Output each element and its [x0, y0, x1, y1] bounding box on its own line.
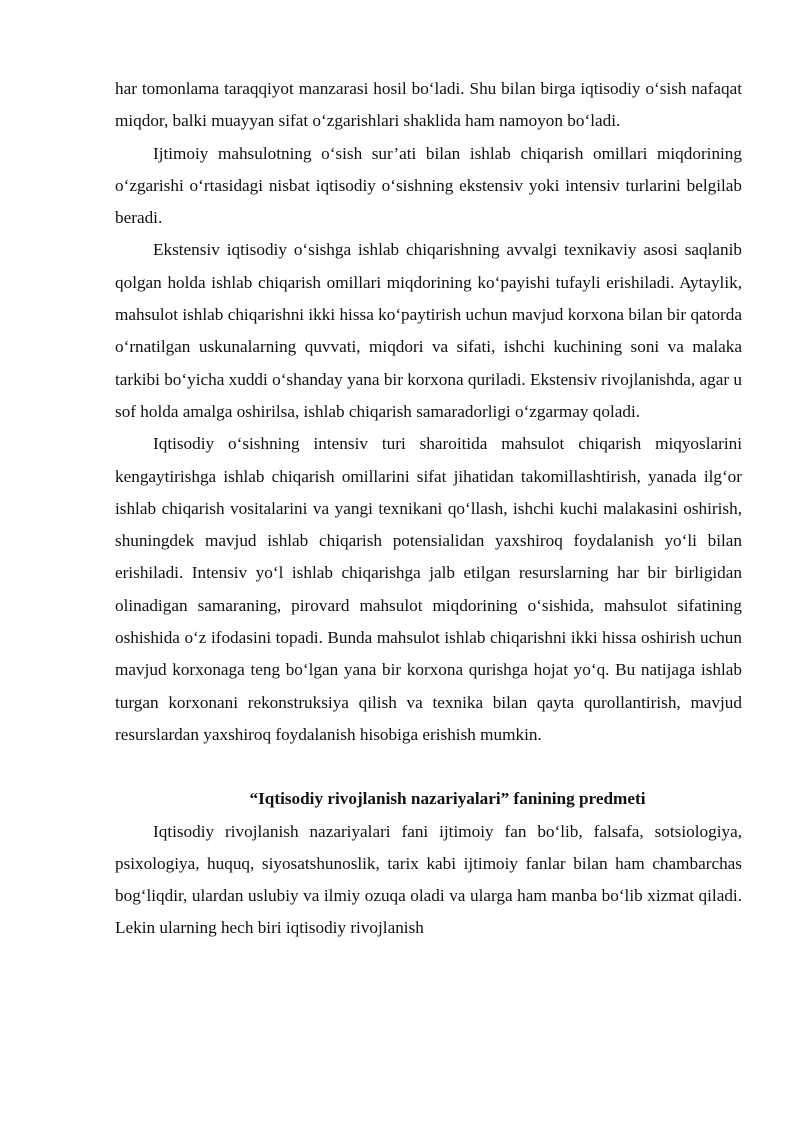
- document-page: [115, 73, 742, 945]
- paragraph-intensive-growth: Iqtisodiy o‘sishning intensiv turi sharoitida mahsulot chiqarish miqyoslarini kengaytirishga ishlab chiqarish omillarini sifat jihatidan takomillashtirish, yanada ilg‘or ishlab chiqarish vositalarini va yangi texnikani qo‘llash, ishchi kuchi malakasini oshirish, shuningdek mavjud ishlab chiqarish potensialidan yaxshiroq foydalanish yo‘li bilan erishiladi. Intensiv yo‘l ishlab chiqarishga jalb etilgan resurslarning har bir birligidan olinadigan samaraning, pirovard mahsulot miqdorining o‘sishida, mahsulot sifatining oshishida o‘z ifodasini topadi. Bunda mahsulot ishlab chiqarishni ikki hissa oshirish uchun mavjud korxonaga teng bo‘lgan yana bir korxona qurishga hojat yo‘q. Bu natijaga ishlab turgan korxonani rekonstruksiya qilish va texnika bilan qayta qurollantirish, mavjud resurslardan yaxshiroq foydalanish hisobiga erishish mumkin.: [115, 434, 742, 744]
- paragraph-growth-ratio: Ijtimoiy mahsulotning o‘sish sur’ati bilan ishlab chiqarish omillari miqdorining o‘zgarishi o‘rtasidagi nisbat iqtisodiy o‘sishning ekstensiv yoki intensiv turlarini belgilab beradi.: [115, 143, 742, 228]
- paragraph-continuation: har tomonlama taraqqiyot manzarasi hosil bo‘ladi. Shu bilan birga iqtisodiy o‘sish nafaqat miqdor, balki muayyan sifat o‘zgarishlari shaklida ham namoyon bo‘ladi.: [115, 79, 742, 131]
- paragraph-extensive-growth: Ekstensiv iqtisodiy o‘sishga ishlab chiqarishning avvalgi texnikaviy asosi saqlanib qolgan holda ishlab chiqarish omillari miqdorining ko‘payishi tufayli erishiladi. Aytaylik, mahsulot ishlab chiqarishni ikki hissa ko‘paytirish uchun mavjud korxona bilan bir qatorda o‘rnatilgan uskunalarning quvvati, miqdori va sifati, ishchi kuchining soni va malaka tarkibi bo‘yicha xuddi o‘shanday yana bir korxona quriladi. Ekstensiv rivojlanishda, agar u sof holda amalga oshirilsa, ishlab chiqarish samaradorligi o‘zgarmay qoladi.: [115, 240, 742, 421]
- section-heading: “Iqtisodiy rivojlanish nazariyalari” fanining predmeti: [249, 789, 646, 809]
- paragraph-subject-intro: Iqtisodiy rivojlanish nazariyalari fani ijtimoiy fan bo‘lib, falsafa, sotsiologiya, psixologiya, huquq, siyosatshunoslik, tarix kabi ijtimoiy fanlar bilan ham chambarchas bog‘liqdir, ulardan uslubiy va ilmiy ozuqa oladi va ularga ham manba bo‘lib xizmat qiladi. Lekin ularning hech biri iqtisodiy rivojlanish: [115, 821, 742, 938]
